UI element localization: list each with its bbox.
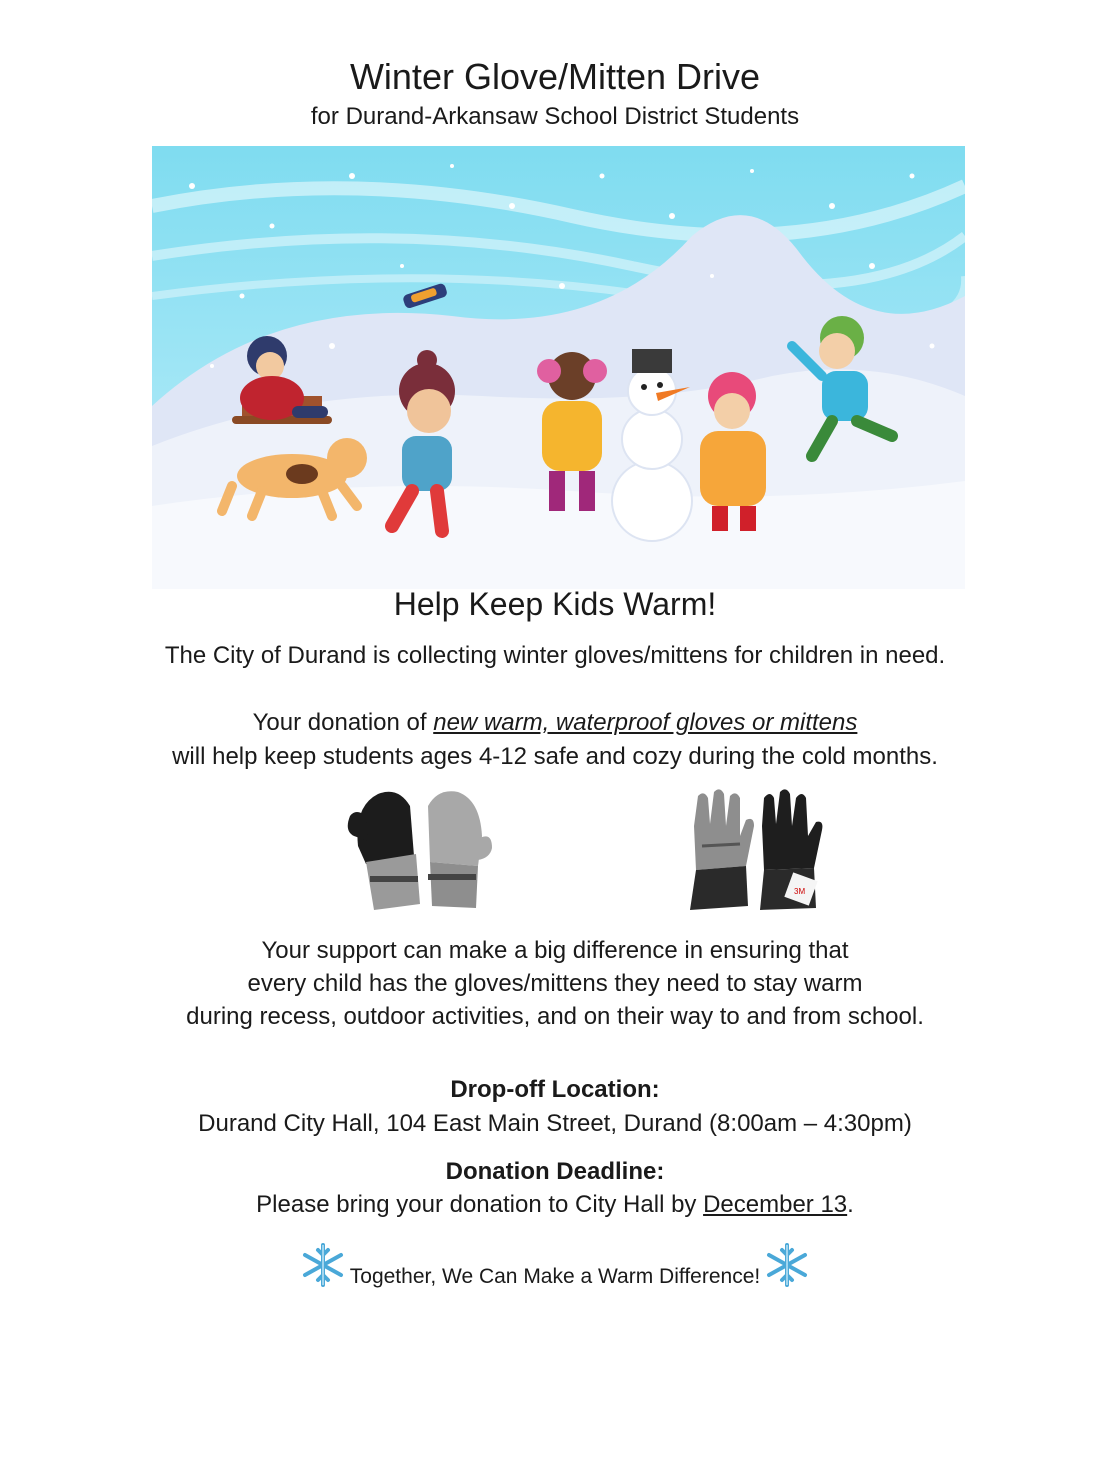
snowflake-icon <box>298 1242 348 1288</box>
support-paragraph <box>0 934 1110 1033</box>
support-line-3: during recess, outdoor activities, and on their way to and from school. <box>186 1003 924 1030</box>
glove-tag: 3M <box>794 887 806 896</box>
donation-emphasis: new warm, waterproof gloves or mittens <box>433 709 858 736</box>
donation-paragraph <box>0 706 1110 774</box>
closing-line <box>0 1240 1110 1290</box>
deadline-suffix: . <box>847 1191 854 1218</box>
support-line-1: Your support can make a big difference in ensuring that <box>261 937 849 964</box>
section-heading: Help Keep Kids Warm! <box>393 586 717 622</box>
donation-prefix: Your donation of <box>252 709 434 736</box>
page-subtitle: for Durand-Arkansaw School District Students <box>310 103 800 130</box>
closing-text: Together, We Can Make a Warm Difference! <box>349 1265 761 1288</box>
deadline-label: Donation Deadline: <box>445 1158 665 1185</box>
mittens-icon <box>346 786 494 916</box>
support-line-2: every child has the gloves/mittens they need to stay warm <box>247 970 863 997</box>
donation-suffix: will help keep students ages 4-12 safe and cozy during the cold months. <box>172 743 938 770</box>
dropoff-label: Drop-off Location: <box>450 1076 660 1103</box>
deadline-text <box>0 1191 1110 1219</box>
intro-paragraph: The City of Durand is collecting winter gloves/mittens for children in need. <box>164 642 946 669</box>
gloves-icon <box>676 786 828 916</box>
deadline-prefix: Please bring your donation to City Hall by <box>256 1191 704 1218</box>
snowflake-icon <box>762 1242 812 1288</box>
kids-playing-in-snow-illustration <box>152 146 965 589</box>
deadline-date: December 13 <box>703 1191 848 1218</box>
dropoff-location: Durand City Hall, 104 East Main Street, Durand (8:00am – 4:30pm) <box>198 1110 912 1137</box>
page-title: Winter Glove/Mitten Drive <box>349 56 761 97</box>
